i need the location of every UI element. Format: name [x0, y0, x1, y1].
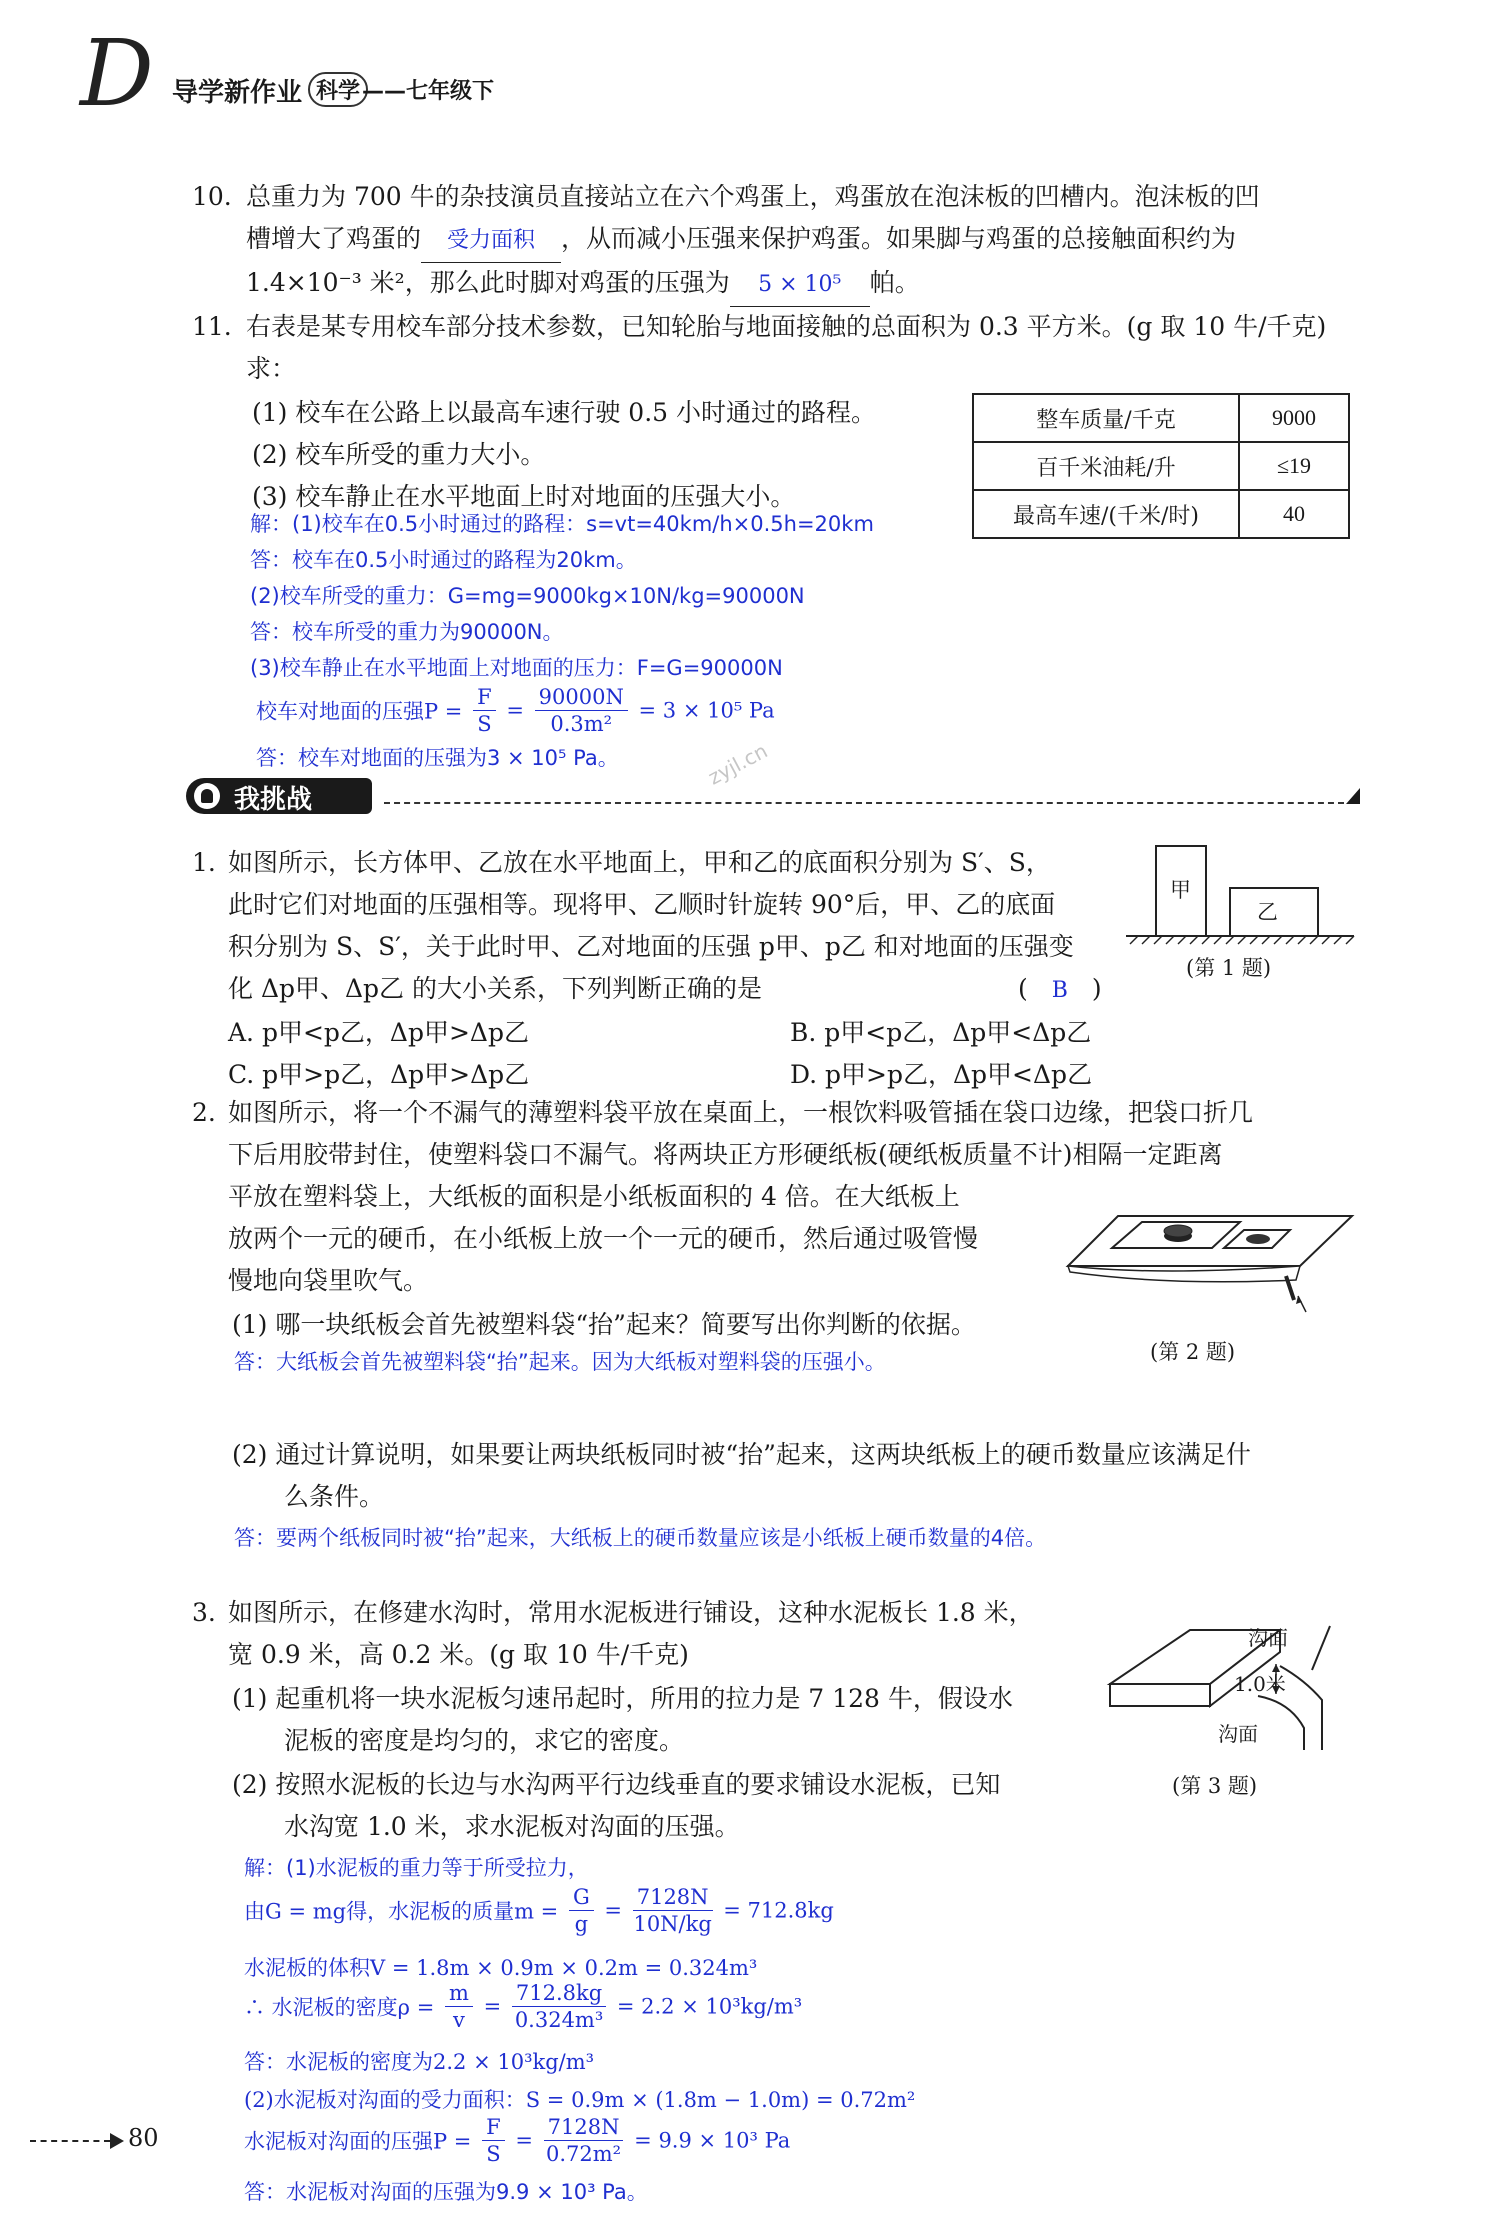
corner-triangle-icon [1346, 788, 1360, 804]
c3-answer-8: 答：水泥板对沟面的压强为9.9 × 10³ Pa。 [244, 2180, 648, 2204]
coin [1164, 1225, 1192, 1237]
equals: = [604, 1898, 623, 1923]
c3-answer-4 [244, 1980, 802, 2033]
c2-line5: 慢地向袋里吹气。 [228, 1266, 429, 1295]
challenge-label: 我挑战 [234, 785, 313, 815]
challenge-badge [186, 778, 372, 814]
c3-sub2b: 水沟宽 1.0 米，求水泥板对沟面的压强。 [284, 1812, 740, 1841]
q11-sub1: (1) 校车在公路上以最高车速行驶 0.5 小时通过的路程。 [252, 398, 877, 427]
equals: = [483, 1994, 502, 2019]
c3-answer-3: 水泥板的体积V = 1.8m × 0.9m × 0.2m = 0.324m³ [244, 1956, 758, 1980]
table-cell: 40 [1239, 490, 1349, 538]
logo-letter: D [80, 20, 154, 127]
c3-answer-5: 答：水泥板的密度为2.2 × 10³kg/m³ [244, 2050, 595, 2074]
q11-answer-6 [256, 684, 775, 737]
paren-right: ) [1091, 974, 1102, 1003]
c2-sub2a: (2) 通过计算说明，如果要让两块纸板同时被“抬”起来，这两块纸板上的硬币数量应该满足什 [232, 1440, 1251, 1469]
c1-option-d: D. p甲>p乙，Δp甲<Δp乙 [790, 1060, 1093, 1089]
formula-text: 校车对地面的压强P = [256, 699, 463, 724]
lightbulb-icon-core [201, 789, 213, 803]
c2-sub2b: 么条件。 [284, 1482, 385, 1511]
equals: = [506, 698, 524, 723]
q11-answer-3: (2)校车所受的重力：G=mg=9000kg×10N/kg=90000N [250, 584, 805, 608]
denominator: 0.3m² [550, 712, 613, 736]
fraction [633, 1884, 713, 1937]
c3-sub1a: (1) 起重机将一块水泥板匀速吊起时，所用的拉力是 7 128 牛，假设水 [232, 1684, 1013, 1713]
paren-left: ( [1018, 974, 1028, 1003]
q10-line2 [246, 218, 1236, 263]
table-row [973, 490, 1349, 538]
fraction [569, 1884, 594, 1937]
page-number: 80 [128, 2124, 159, 2152]
fig1-label-jia: 甲 [1170, 878, 1191, 902]
c1-line2: 此时它们对地面的压强相等。现将甲、乙顺时针旋转 90°后，甲、乙的底面 [228, 890, 1056, 919]
numerator: m [445, 1980, 473, 2007]
q11-answer-7: 答：校车对地面的压强为3 × 10⁵ Pa。 [256, 746, 619, 770]
denominator: v [453, 2008, 465, 2032]
c3-answer-1: 解：(1)水泥板的重力等于所受拉力， [244, 1856, 589, 1880]
q10-blank1 [421, 218, 561, 263]
fig1-label-yi: 乙 [1257, 900, 1278, 924]
book-title: 导学新作业 [172, 78, 303, 108]
ground-hatch [1130, 936, 1354, 944]
fraction [445, 1980, 473, 2033]
c2-answer-2: 答：要两个纸板同时被“抬”起来，大纸板上的硬币数量应该是小纸板上硬币数量的4倍。 [234, 1526, 1047, 1550]
q10-number: 10. [192, 182, 232, 211]
q11-sub2: (2) 校车所受的重力大小。 [252, 440, 546, 469]
formula-text: 水泥板对沟面的压强P = [244, 2129, 472, 2154]
numerator: 7128N [544, 2114, 624, 2141]
table-cell: 9000 [1239, 394, 1349, 442]
c2-number: 2. [192, 1098, 216, 1127]
header [60, 20, 1460, 130]
c2-line2: 下后用胶带封住，使塑料袋口不漏气。将两块正方形硬纸板(硬纸板质量不计)相隔一定距离 [228, 1140, 1223, 1169]
numerator: 90000N [535, 684, 628, 711]
figure-2 [1060, 1200, 1360, 1340]
c2-line1: 如图所示，将一个不漏气的薄塑料袋平放在桌面上，一根饮料吸管插在袋口边缘，把袋口折几 [228, 1098, 1254, 1127]
equals: = [515, 2128, 533, 2153]
q11-number: 11. [192, 312, 232, 341]
table-cell: 百千米油耗/升 [973, 442, 1239, 490]
numerator: 7128N [633, 1884, 713, 1911]
formula-result: = 712.8kg [723, 1898, 834, 1923]
q10-blank1-answer: 受力面积 [447, 228, 536, 253]
dashed-divider [384, 802, 1344, 804]
formula-result: = 9.9 × 10³ Pa [634, 2128, 791, 2153]
q10-line3-pre: 1.4×10⁻³ 米²，那么此时脚对鸡蛋的压强为 [246, 268, 730, 297]
fig1-caption: (第 1 题) [1186, 956, 1272, 980]
c1-option-c: C. p甲>p乙，Δp甲>Δp乙 [228, 1060, 530, 1089]
c3-answer-2 [244, 1884, 834, 1937]
c1-answer-paren [1018, 968, 1102, 1012]
fraction [473, 684, 496, 737]
c1-line3: 积分别为 S、S′，关于此时甲、乙对地面的压强 p甲、p乙 和对地面的压强变 [228, 932, 1074, 961]
q11-answer-5: (3)校车静止在水平地面上对地面的压力：F=G=90000N [250, 656, 783, 680]
c2-sub1: (1) 哪一块纸板会首先被塑料袋“抬”起来？简要写出你判断的依据。 [232, 1310, 976, 1339]
q10-blank2 [730, 262, 870, 307]
footer-dashes [30, 2140, 110, 2142]
c3-answer-6: (2)水泥板对沟面的受力面积：S = 0.9m × (1.8m − 1.0m) = 0.72m² [244, 2088, 916, 2112]
fig3-caption: (第 3 题) [1172, 1774, 1258, 1798]
table-cell: 最高车速/(千米/时) [973, 490, 1239, 538]
c2-line4: 放两个一元的硬币，在小纸板上放一个一元的硬币，然后通过吸管慢 [228, 1224, 979, 1253]
denominator: 10N/kg [633, 1912, 712, 1936]
fraction [512, 1980, 606, 2033]
c3-sub2a: (2) 按照水泥板的长边与水沟两平行边线垂直的要求铺设水泥板，已知 [232, 1770, 1001, 1799]
c3-number: 3. [192, 1598, 216, 1627]
c3-line1: 如图所示，在修建水沟时，常用水泥板进行铺设，这种水泥板长 1.8 米， [228, 1598, 1034, 1627]
c1-option-b: B. p甲<p乙，Δp甲<Δp乙 [790, 1018, 1092, 1047]
fig2-caption: (第 2 题) [1150, 1340, 1236, 1364]
c1-line4: 化 Δp甲、Δp乙 的大小关系，下列判断正确的是 [228, 974, 763, 1003]
c1-line1: 如图所示，长方体甲、乙放在水平地面上，甲和乙的底面积分别为 S′、S， [228, 848, 1051, 877]
challenge-banner [186, 778, 1364, 818]
fig3-label-bottom: 沟面 [1218, 1722, 1258, 1746]
c1-number: 1. [192, 848, 216, 877]
ditch-wall-2 [1258, 1696, 1304, 1750]
c3-line2: 宽 0.9 米，高 0.2 米。(g 取 10 牛/千克) [228, 1640, 689, 1669]
figure-1 [1120, 840, 1360, 950]
q11-line1: 右表是某专用校车部分技术参数，已知轮胎与地面接触的总面积为 0.3 平方米。(g 取 10 牛/千克) [246, 312, 1327, 341]
q10-line2-pre: 槽增大了鸡蛋的 [246, 224, 422, 253]
spec-table [972, 393, 1350, 539]
fraction [535, 684, 628, 737]
watermark: zyjl.cn [704, 738, 772, 790]
table-row [973, 442, 1349, 490]
denominator: S [477, 712, 492, 736]
c2-line3: 平放在塑料袋上，大纸板的面积是小纸板面积的 4 倍。在大纸板上 [228, 1182, 960, 1211]
ditch-edge [1312, 1626, 1330, 1670]
numerator: G [569, 1884, 594, 1911]
numerator: F [473, 684, 496, 711]
q11-answer-2: 答：校车在0.5小时通过的路程为20km。 [250, 548, 637, 572]
numerator: 712.8kg [512, 1980, 606, 2007]
table-row [973, 394, 1349, 442]
page-footer [30, 2124, 160, 2158]
c1-option-a: A. p甲<p乙，Δp甲>Δp乙 [228, 1018, 529, 1047]
fraction [482, 2114, 505, 2167]
bag-edge [1068, 1266, 1300, 1282]
table-cell: 整车质量/千克 [973, 394, 1239, 442]
numerator: F [482, 2114, 505, 2141]
table-cell: ≤19 [1239, 442, 1349, 490]
grade-label: ——七年级下 [362, 79, 495, 104]
fig3-label-top: 沟面 [1248, 1626, 1288, 1650]
coin [1246, 1234, 1270, 1244]
denominator: g [574, 1912, 589, 1936]
c3-answer-7 [244, 2114, 790, 2167]
formula-text: 由G = mg得，水泥板的质量m = [244, 1899, 559, 1924]
formula-result: = 3 × 10⁵ Pa [638, 698, 775, 723]
denominator: 0.324m³ [514, 2008, 604, 2032]
subject-badge: 科学 [308, 72, 368, 107]
q10-line3 [246, 262, 920, 307]
cement-slab-front [1110, 1684, 1210, 1706]
fig3-label-mid: 1.0米 [1234, 1672, 1286, 1696]
q11-answer-1: 解：(1)校车在0.5小时通过的路程：s=vt=40km/h×0.5h=20km [250, 512, 874, 536]
q10-line1: 总重力为 700 牛的杂技演员直接站立在六个鸡蛋上，鸡蛋放在泡沫板的凹槽内。泡沫板的凹 [246, 182, 1260, 211]
q10-blank2-answer: 5 × 10⁵ [758, 272, 842, 297]
formula-text: ∴ 水泥板的密度ρ = [244, 1995, 435, 2020]
denominator: S [486, 2142, 501, 2166]
q11-sub3: (3) 校车静止在水平地面上时对地面的压强大小。 [252, 482, 796, 511]
q10-line2-post: ，从而减小压强来保护鸡蛋。如果脚与鸡蛋的总接触面积约为 [561, 224, 1237, 253]
q11-answer-4: 答：校车所受的重力为90000N。 [250, 620, 564, 644]
arrow-right-icon [110, 2133, 124, 2149]
q11-line2: 求： [246, 354, 297, 383]
formula-result: = 2.2 × 10³kg/m³ [616, 1994, 803, 2019]
c2-answer-1: 答：大纸板会首先被塑料袋“抬”起来。因为大纸板对塑料袋的压强小。 [234, 1350, 886, 1374]
q10-line3-post: 帕。 [869, 268, 920, 297]
denominator: 0.72m² [546, 2142, 622, 2166]
c1-answer: B [1051, 978, 1068, 1003]
fraction [544, 2114, 624, 2167]
c3-sub1b: 泥板的密度是均匀的，求它的密度。 [284, 1726, 685, 1755]
